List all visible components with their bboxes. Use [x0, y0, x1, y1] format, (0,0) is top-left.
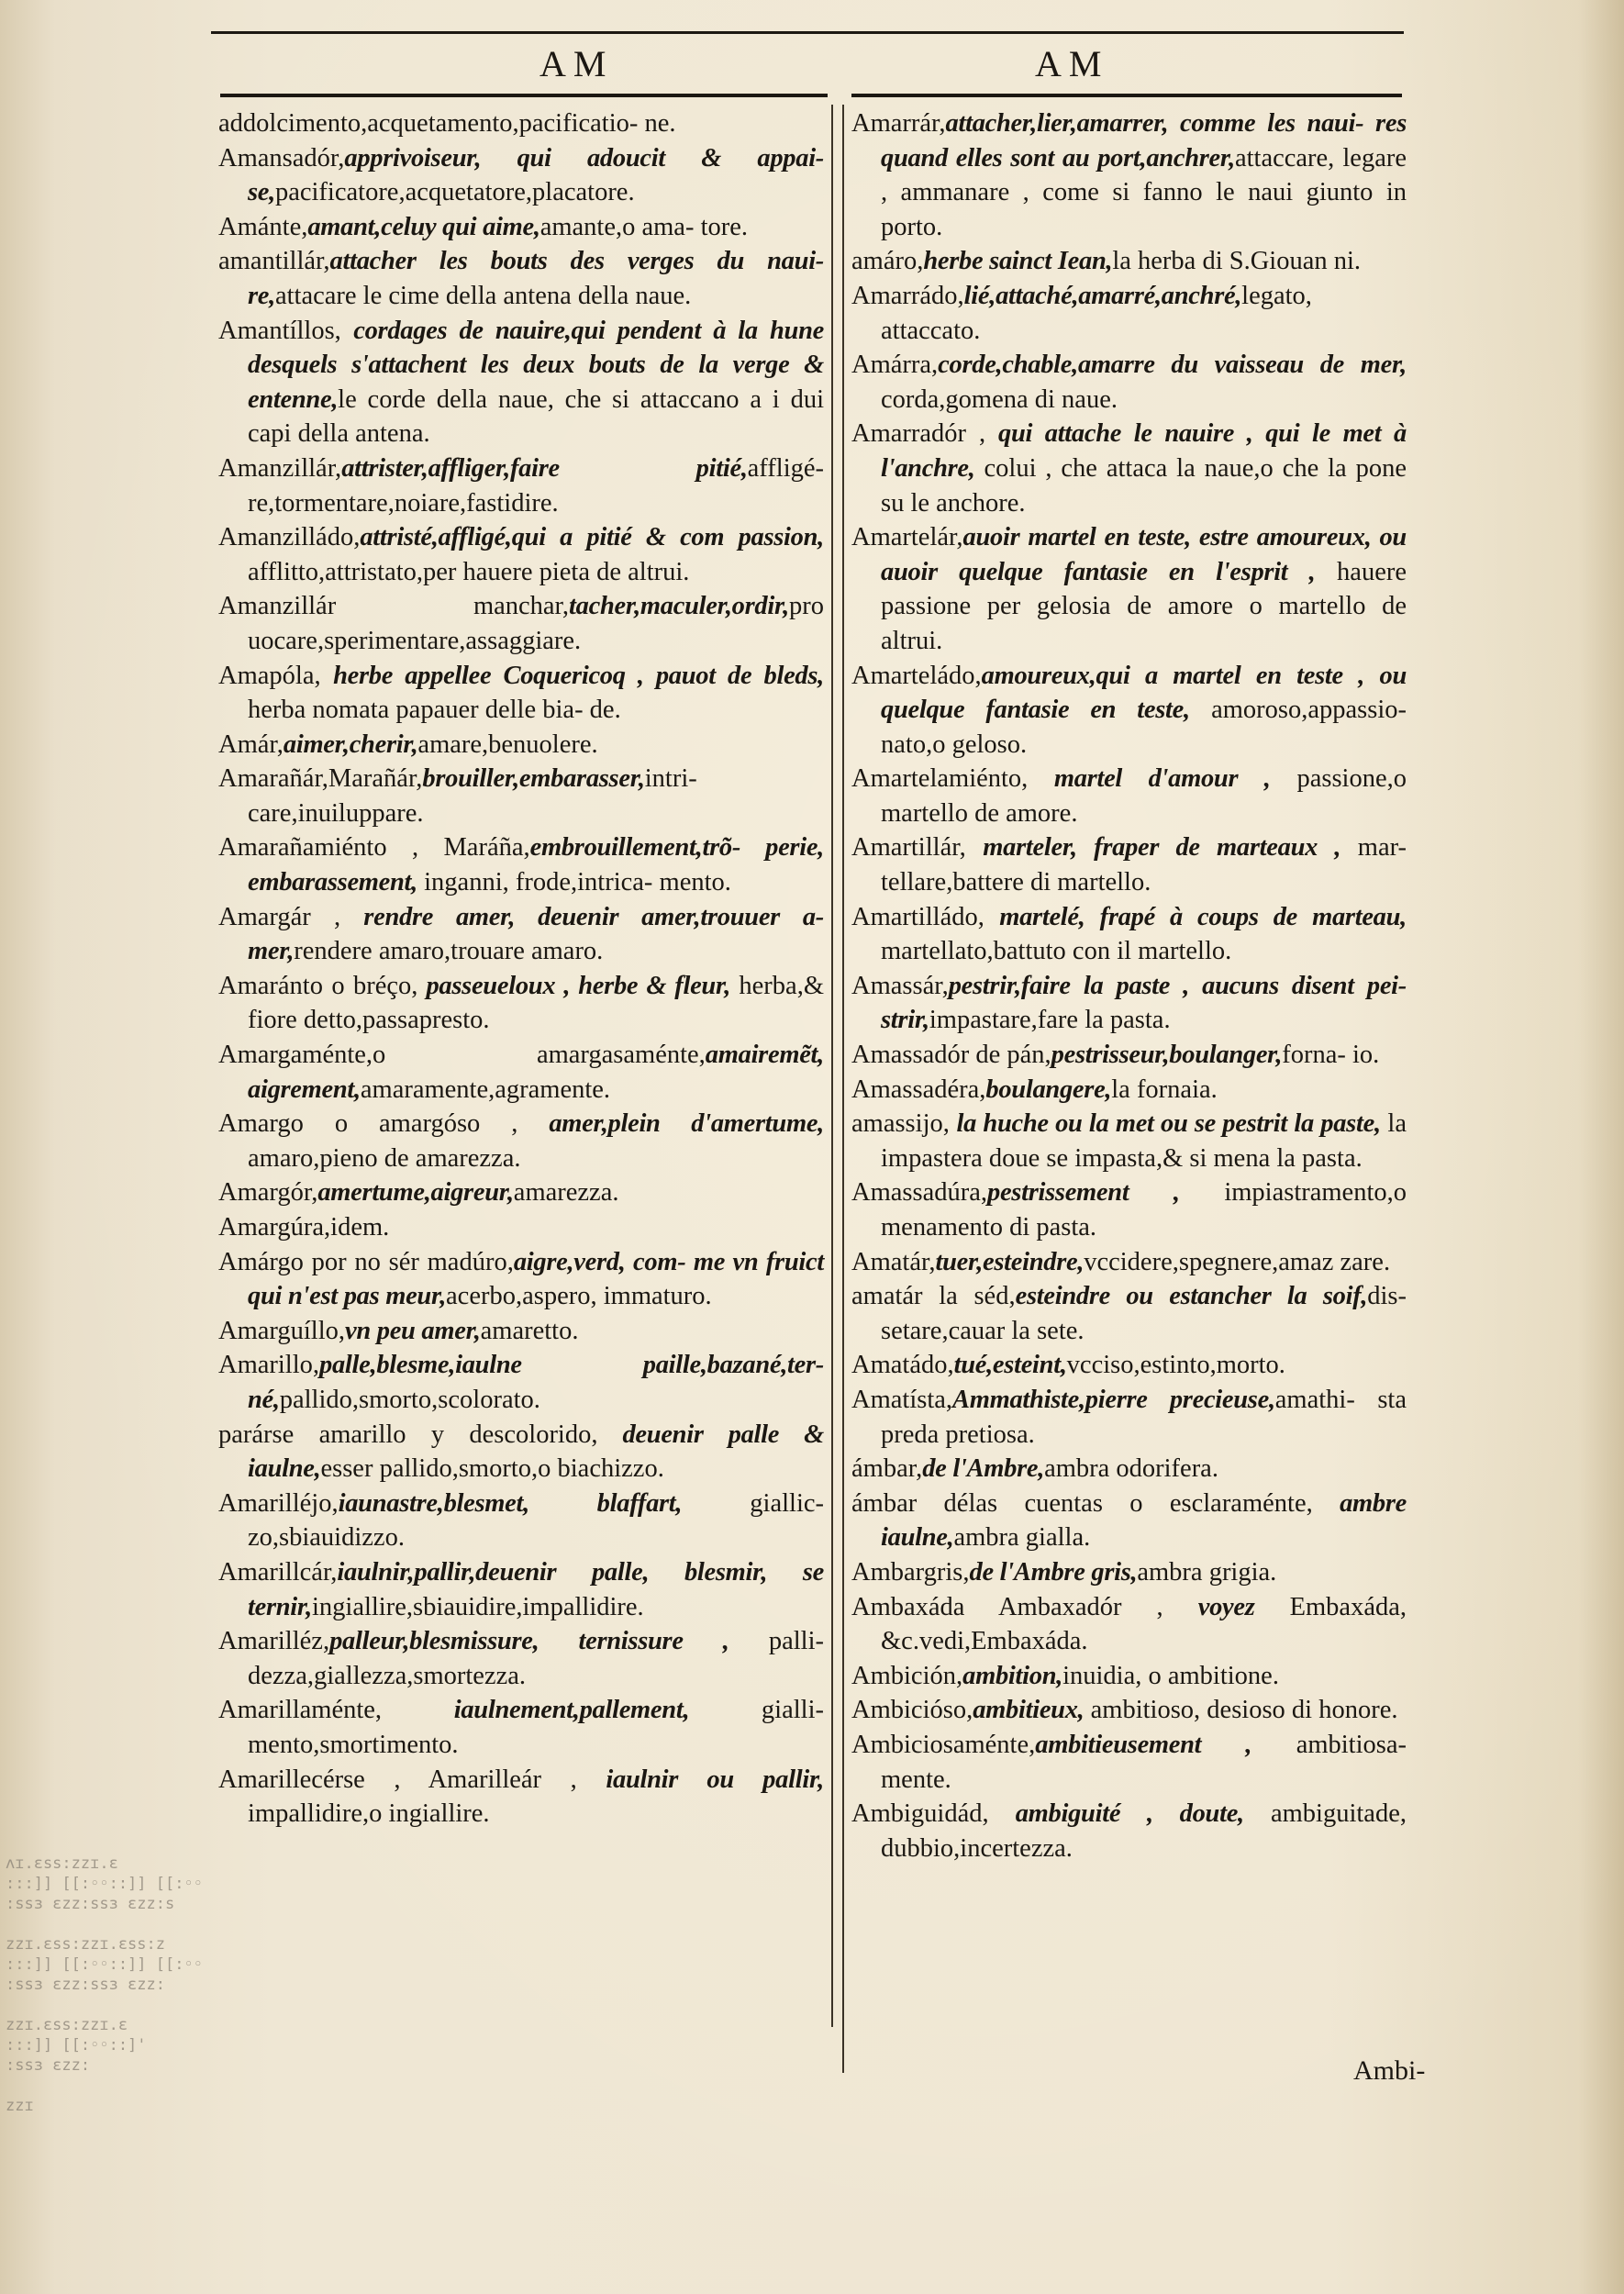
french-gloss: de l'Ambre,	[922, 1454, 1045, 1484]
italian-gloss: impiastramento,o menamento di pasta.	[881, 1178, 1407, 1242]
dictionary-entry	[851, 1659, 1407, 1694]
left-column	[218, 106, 824, 1832]
headword: Amárgo por no sér madúro,	[218, 1247, 514, 1276]
french-gloss: ambre iaulne,	[881, 1488, 1407, 1553]
french-gloss: iaulnir ou pallir,	[606, 1765, 824, 1794]
dictionary-entry	[851, 1452, 1407, 1487]
dictionary-entry	[218, 1175, 824, 1210]
italian-gloss: la fornaia.	[1111, 1075, 1218, 1104]
headword: Amarillcár,	[218, 1557, 338, 1587]
column-divider	[831, 105, 833, 2027]
french-gloss: apprivoiseur, qui adoucit & appai- se,	[248, 143, 824, 207]
french-gloss: palle,blesme,iaulne paille,bazané,ter- né,	[248, 1351, 824, 1414]
dictionary-entry	[218, 1348, 824, 1417]
dictionary-entry	[851, 969, 1407, 1038]
headword: Amassadúra,	[851, 1178, 987, 1208]
dictionary-entry	[218, 969, 824, 1038]
italian-gloss: Embaxáda, &c.vedi,Embaxáda.	[881, 1592, 1407, 1656]
italian-gloss: colui , che attaca la naue,o che la pone su le anchore.	[881, 453, 1407, 518]
dictionary-entry	[851, 1555, 1407, 1590]
italian-gloss: acerbo,aspero, immaturo.	[446, 1282, 712, 1311]
italian-gloss: attaccare, legare , ammanare , come si fanno le naui giunto in porto.	[881, 143, 1407, 241]
dictionary-entry	[218, 1555, 824, 1624]
headword: Amanzilládo,	[218, 523, 361, 552]
italian-gloss: ambra odorifera.	[1044, 1454, 1218, 1484]
dictionary-entry	[851, 1348, 1407, 1383]
french-gloss: martel d'amour ,	[1028, 764, 1271, 794]
french-gloss: la huche ou la met ou se pestrit la paste,	[956, 1109, 1381, 1139]
headword: amantillár,	[218, 247, 330, 276]
italian-gloss: pro uocare,sperimentare,assaggiare.	[248, 592, 824, 655]
dictionary-entry	[851, 279, 1407, 348]
italian-gloss: ambitioso, desioso di honore.	[1084, 1696, 1398, 1725]
headword: Amassadéra,	[851, 1075, 986, 1104]
french-gloss: amoureux,qui a martel en teste , ou quelque fantasie en teste,	[881, 661, 1407, 725]
italian-gloss: forna- io.	[1282, 1041, 1380, 1070]
headword: Amánte,	[218, 212, 308, 241]
headword: Amargaménte,o amargasaménte,	[218, 1041, 706, 1070]
headword: Amatísta,	[851, 1385, 953, 1414]
headword: Ambiguidád,	[851, 1799, 1016, 1829]
headword: Amantíllos,	[218, 316, 354, 345]
french-gloss: vn peu amer,	[345, 1316, 481, 1345]
dictionary-entry	[851, 1073, 1407, 1108]
headword: amatár la séd,	[851, 1282, 1016, 1311]
dictionary-entry	[218, 1038, 824, 1107]
dictionary-entry	[851, 417, 1407, 520]
dictionary-entry	[218, 589, 824, 658]
french-gloss: marteler, fraper de marteaux ,	[983, 833, 1341, 863]
headword: amassijo,	[851, 1109, 957, 1139]
margin-bleed-through: ʌɪ.ɛss:zzɪ.ɛ :::]] [[:◦◦::]] [[:◦◦ :ssɜ ɛzz:ssɜ ɛzz:s zzɪ.ɛss:zzɪ.ɛss:z :::]] [[:◦◦::]] [[:◦◦ :ssɜ ɛzz:ssɜ ɛzz: zzɪ.ɛss:zzɪ.ɛ :::]] [[:◦◦::]' :ssɜ ɛzz: zzɪ	[6, 1854, 203, 2115]
dictionary-entry	[218, 1210, 824, 1245]
headword: Amárra,	[851, 351, 939, 380]
headword: Amár,	[218, 729, 284, 759]
french-gloss: ambition,	[962, 1661, 1063, 1690]
dictionary-entry	[218, 520, 824, 589]
headword: Amaránto o bréço,	[218, 971, 418, 1000]
headword: Amarilléjo,	[218, 1488, 339, 1518]
dictionary-entry	[218, 141, 824, 210]
headword: Amassadór de pán,	[851, 1041, 1051, 1070]
french-gloss: iaunastre,blesmet, blaffart,	[338, 1488, 683, 1518]
french-gloss: amairemẽt, aigrement,	[248, 1041, 824, 1104]
headword: Amartilládo,	[851, 902, 1000, 931]
french-gloss: Ammathiste,pierre precieuse,	[952, 1385, 1275, 1414]
french-gloss: de l'Ambre gris,	[969, 1557, 1138, 1587]
italian-gloss: amare,benuolere.	[417, 729, 598, 759]
dictionary-entry	[218, 659, 824, 728]
headword: Ambaxáda Ambaxadór ,	[851, 1592, 1198, 1621]
catchword: Ambi-	[1353, 2055, 1426, 2086]
italian-gloss: hauere passione per gelosia de amore o martello de altrui.	[881, 557, 1407, 655]
headword: Amarguíllo,	[218, 1316, 346, 1345]
italian-gloss: passione,o martello de amore.	[881, 764, 1407, 828]
italian-gloss: pacificatore,acquetatore,placatore.	[274, 178, 635, 207]
italian-gloss: attacare le cime della antena della naue.	[274, 281, 692, 310]
italian-gloss: ambitiosa- mente.	[881, 1730, 1407, 1794]
french-gloss: aigre,verd, com- me vn fruict qui n'est pas meur,	[248, 1247, 824, 1311]
italian-gloss: vcciso,estinto,morto.	[1066, 1351, 1285, 1380]
dictionary-entry	[851, 1279, 1407, 1348]
italian-gloss: amoroso,appassio- nato,o geloso.	[881, 696, 1407, 759]
dictionary-entry	[851, 900, 1407, 969]
italian-gloss: afflitto,attristato,per hauere pieta de altrui.	[248, 557, 690, 586]
french-gloss: tuer,esteindre,	[935, 1247, 1085, 1276]
headword: Amanzillár manchar,	[218, 592, 570, 621]
headword: Amarrár,	[851, 109, 946, 138]
dictionary-entry	[218, 1763, 824, 1832]
dictionary-entry	[218, 728, 824, 763]
headword: ámbar délas cuentas o esclaraménte,	[851, 1488, 1340, 1518]
french-gloss: passeueloux , herbe & fleur,	[417, 971, 731, 1000]
italian-gloss: legato, attaccato.	[881, 281, 1312, 345]
headword: Amarilléz,	[218, 1627, 330, 1656]
french-gloss: attacher,lier,amarrer, comme les naui- res quand elles sont au port,anchrer,	[881, 109, 1407, 173]
italian-gloss: amante,o ama- tore.	[539, 212, 749, 241]
italian-gloss: giallic- zo,sbiauidizzo.	[248, 1488, 825, 1553]
headword: Amansadór,	[218, 143, 345, 173]
french-gloss: iaulnir,pallir,deuenir palle, blesmir, se ternir,	[248, 1557, 824, 1621]
french-gloss: tacher,maculer,ordir,	[569, 592, 789, 621]
headword: amáro,	[851, 247, 924, 276]
french-gloss: brouiller,embarasser,	[422, 764, 645, 794]
dictionary-entry	[218, 210, 824, 245]
headword: Amarillaménte,	[218, 1696, 454, 1725]
italian-gloss: ambra grigia.	[1137, 1557, 1277, 1587]
italian-gloss: inuidia, o ambitione.	[1062, 1661, 1279, 1690]
headword: Ambición,	[851, 1661, 963, 1690]
italian-gloss: affligé- re,tormentare,noiare,fastidire.	[248, 453, 824, 518]
italian-gloss: amarezza.	[513, 1178, 619, 1208]
french-gloss: aimer,cherir,	[283, 729, 418, 759]
french-gloss: iaulnement,pallement,	[453, 1696, 690, 1725]
dictionary-entry	[851, 1797, 1407, 1865]
italian-gloss: martellato,battuto con il martello.	[881, 937, 1232, 966]
dictionary-entry	[851, 1383, 1407, 1452]
italian-gloss: amathi- sta preda pretiosa.	[881, 1385, 1407, 1449]
italian-gloss: la herba di S.Giouan ni.	[1112, 247, 1362, 276]
dictionary-entry	[851, 659, 1407, 763]
headword: Amarañamiénto , Maráña,	[218, 833, 530, 863]
headword: Amartillár,	[851, 833, 984, 863]
dictionary-entry	[851, 762, 1407, 830]
dictionary-entry	[218, 1107, 824, 1175]
french-gloss: ambiguité , doute,	[1015, 1799, 1244, 1829]
dictionary-entry	[851, 1590, 1407, 1659]
french-gloss: tué,esteint,	[953, 1351, 1067, 1380]
dictionary-entry	[218, 1624, 824, 1693]
italian-gloss: mar- tellare,battere di martello.	[881, 833, 1407, 897]
dictionary-entry	[218, 244, 824, 313]
italian-gloss: addolcimento,acquetamento,pacificatio- ne.	[218, 109, 676, 138]
headword: Ambicióso,	[851, 1696, 973, 1725]
italian-gloss: amaro,pieno de amarezza.	[248, 1143, 521, 1173]
dictionary-entry	[851, 1693, 1407, 1728]
dictionary-entry	[851, 106, 1407, 244]
dictionary-entry	[851, 244, 1407, 279]
right-column	[851, 106, 1407, 1865]
dictionary-entry	[851, 1245, 1407, 1280]
italian-gloss: corda,gomena di naue.	[881, 384, 1118, 414]
headword: Ambargris,	[851, 1557, 970, 1587]
head-rule-right	[851, 94, 1402, 97]
italian-gloss: amaramente,agramente.	[360, 1075, 611, 1104]
dictionary-entry	[218, 1418, 824, 1487]
italian-gloss: esser pallido,smorto,o biachizzo.	[320, 1454, 664, 1484]
french-gloss: rendre amer, deuenir amer,trouuer a- mer,	[248, 902, 824, 966]
french-gloss: attacher les bouts des verges du naui- re,	[248, 247, 824, 310]
italian-gloss: impallidire,o ingiallire.	[248, 1799, 490, 1829]
dictionary-entry	[218, 1693, 824, 1762]
french-gloss: amer,plein d'amertume,	[549, 1109, 824, 1139]
headword: Amartelamiénto,	[851, 764, 1029, 794]
headword: Amarillo,	[218, 1351, 320, 1380]
french-gloss: amant,celuy qui aime,	[307, 212, 540, 241]
french-gloss: cordages de nauire,qui pendent à la hune desquels s'attachent les deux bouts de la verge & entenne,	[248, 316, 825, 414]
french-gloss: lié,attaché,amarré,anchré,	[963, 281, 1242, 310]
italian-gloss: la impastera doue se impasta,& si mena la pasta.	[881, 1109, 1407, 1173]
french-gloss: herbe appellee Coquericoq , pauot de bleds,	[333, 661, 824, 690]
french-gloss: auoir martel en teste, estre amoureux, ou auoir quelque fantasie en l'esprit ,	[881, 523, 1407, 586]
french-gloss: pestrir,faire la paste , aucuns disent pei- strir,	[881, 971, 1407, 1035]
italian-gloss: le corde della naue, che si attaccano a i dui capi della antena.	[248, 384, 824, 449]
italian-gloss: dis- setare,cauar la sete.	[881, 1282, 1407, 1345]
running-head-left: AM	[539, 43, 614, 84]
column-divider	[842, 105, 844, 2073]
headword: Amarillecérse , Amarilleár ,	[218, 1765, 606, 1794]
dictionary-entry	[851, 1038, 1407, 1073]
headword: ámbar,	[851, 1454, 923, 1484]
french-gloss: attristé,affligé,qui a pitié & com passion,	[360, 523, 824, 552]
french-gloss: pestrissement ,	[987, 1178, 1180, 1208]
headword: Amarradór ,	[851, 419, 998, 449]
french-gloss: martelé, frapé à coups de marteau,	[999, 902, 1407, 931]
dictionary-entry	[218, 314, 824, 451]
italian-gloss: pallido,smorto,scolorato.	[279, 1385, 540, 1414]
french-gloss: attrister,affliger,faire pitié,	[341, 453, 748, 483]
dictionary-entry	[218, 900, 824, 969]
dictionary-entry	[218, 1245, 824, 1314]
headword: parárse amarillo y descolorido,	[218, 1420, 598, 1449]
italian-gloss: rendere amaro,trouare amaro.	[294, 937, 604, 966]
head-rule-left	[220, 94, 828, 97]
top-rule	[211, 31, 1404, 34]
headword: Amarañár,Marañár,	[218, 764, 423, 794]
dictionary-entry	[851, 1175, 1407, 1244]
french-gloss: ambitieusement ,	[1035, 1730, 1252, 1759]
french-gloss: deuenir palle & iaulne,	[248, 1420, 824, 1484]
headword: Amarteládo,	[851, 661, 982, 690]
headword: Ambiciosaménte,	[851, 1730, 1036, 1759]
french-gloss: qui attache le nauire , qui le met à l'anchre,	[881, 419, 1407, 483]
italian-gloss: gialli- mento,smortimento.	[248, 1696, 824, 1759]
headword: Amargór,	[218, 1178, 318, 1208]
running-head-right: AM	[1035, 43, 1109, 84]
italian-gloss: idem.	[330, 1213, 390, 1242]
italian-gloss: ingiallire,sbiauidire,impallidire.	[311, 1592, 644, 1621]
dictionary-entry	[218, 1487, 824, 1555]
dictionary-entry	[851, 830, 1407, 899]
french-gloss: boulangere,	[985, 1075, 1112, 1104]
italian-gloss: ambra gialla.	[953, 1523, 1091, 1553]
dictionary-entry	[218, 106, 824, 141]
dictionary-entry	[218, 451, 824, 520]
italian-gloss: ambiguitade, dubbio,incertezza.	[881, 1799, 1407, 1863]
dictionary-entry	[851, 1487, 1407, 1555]
headword: Amargúra,	[218, 1213, 331, 1242]
headword: Amanzillár,	[218, 453, 342, 483]
french-gloss: palleur,blesmissure, ternissure ,	[329, 1627, 729, 1656]
italian-gloss: amaretto.	[480, 1316, 579, 1345]
dictionary-entry	[851, 348, 1407, 417]
dictionary-entry	[218, 762, 824, 830]
headword: Amarrádo,	[851, 281, 964, 310]
italian-gloss: intri- care,inuiluppare.	[248, 764, 697, 828]
dictionary-entry	[851, 1728, 1407, 1797]
headword: Amatár,	[851, 1247, 936, 1276]
italian-gloss: herba,& fiore detto,passapresto.	[248, 971, 824, 1035]
dictionary-entry	[851, 1107, 1407, 1175]
headword: Amassár,	[851, 971, 949, 1000]
headword: Amargo o amargóso ,	[218, 1109, 550, 1139]
dictionary-entry	[851, 520, 1407, 658]
french-gloss: herbe sainct Iean,	[923, 247, 1113, 276]
italian-gloss: palli- dezza,giallezza,smortezza.	[248, 1627, 824, 1690]
headword: Amapóla,	[218, 661, 334, 690]
headword: Amartelár,	[851, 523, 963, 552]
french-gloss: amertume,aigreur,	[317, 1178, 514, 1208]
french-gloss: ambitieux,	[973, 1696, 1085, 1725]
french-gloss: corde,chable,amarre du vaisseau de mer,	[938, 351, 1407, 380]
headword: Amatádo,	[851, 1351, 954, 1380]
french-gloss: esteindre ou estancher la soif,	[1015, 1282, 1368, 1311]
italian-gloss: inganni, frode,intrica- mento.	[417, 868, 731, 897]
french-gloss: pestrisseur,boulanger,	[1051, 1041, 1283, 1070]
italian-gloss: herba nomata papauer delle bia- de.	[248, 696, 621, 725]
headword: Amargár ,	[218, 902, 364, 931]
dictionary-entry	[218, 830, 824, 899]
italian-gloss: impastare,fare la pasta.	[929, 1006, 1171, 1035]
french-gloss: embrouillement,trõ- perie, embarassement,	[248, 833, 825, 897]
dictionary-entry	[218, 1314, 824, 1349]
italian-gloss: vccidere,spegnere,amaz zare.	[1084, 1247, 1391, 1276]
french-gloss: voyez	[1197, 1592, 1255, 1621]
